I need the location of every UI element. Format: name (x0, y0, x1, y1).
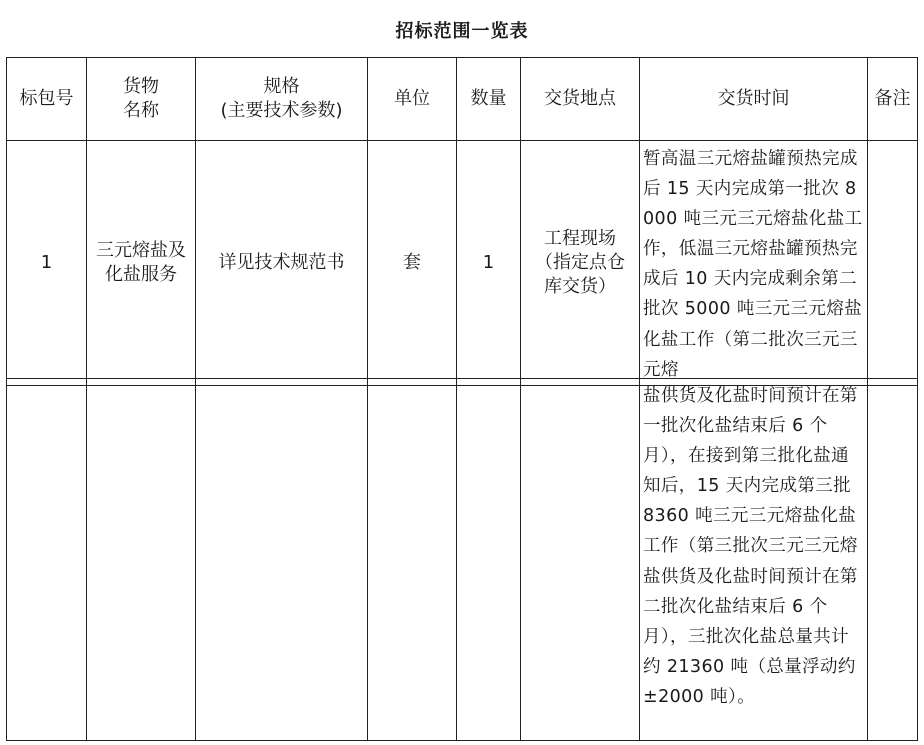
cell-delivery-time-part1: 暂高温三元熔盐罐预热完成后 15 天内完成第一批次 8000 吨三元三元熔盐化盐工作，低温三元熔盐罐预热完成后 10 天内完成剩余第二批次 5000 吨三元三元熔盐化盐工作（第二批次三元三元熔 (640, 141, 868, 386)
cell-quantity: 1 (457, 141, 521, 386)
header-goods-line2: 名称 (123, 100, 159, 121)
header-delivery-time: 交货时间 (640, 58, 868, 141)
cell-empty (87, 379, 196, 741)
cell-delivery-time-part2: 盐供货及化盐时间预计在第一批次化盐结束后 6 个月），在接到第三批化盐通知后，15 天内完成第三批 8360 吨三元三元熔盐化盐工作（第三批次三元三元熔盐供货及化盐时间预计在第二批次化盐结束后 6 个月），三批次化盐总量共计约 21360 吨（总量浮动约±2000 吨）。 (640, 379, 868, 741)
table-header-row (7, 58, 918, 141)
cell-remarks (868, 141, 918, 386)
page-title: 招标范围一览表 (395, 21, 529, 42)
cell-spec: 详见技术规范书 (196, 141, 368, 386)
header-unit: 单位 (368, 58, 457, 141)
cell-empty (368, 379, 457, 741)
cell-goods-name: 三元熔盐及化盐服务 (87, 141, 196, 386)
cell-unit: 套 (368, 141, 457, 386)
header-package-no: 标包号 (7, 58, 87, 141)
cell-empty (196, 379, 368, 741)
cell-delivery-location: 工程现场（指定点仓库交货） (521, 141, 640, 386)
header-remarks: 备注 (868, 58, 918, 141)
cell-empty (457, 379, 521, 741)
cell-package-no: 1 (7, 141, 87, 386)
cell-empty (7, 379, 87, 741)
header-goods-line1: 货物 (123, 76, 159, 97)
bid-scope-table (6, 57, 918, 386)
bid-scope-table-continued (6, 378, 918, 741)
header-delivery-location: 交货地点 (521, 58, 640, 141)
header-quantity: 数量 (457, 58, 521, 141)
header-spec-line2: (主要技术参数) (220, 100, 343, 121)
table-row (7, 379, 918, 741)
header-goods-name (87, 58, 196, 141)
cell-empty (521, 379, 640, 741)
header-spec-line1: 规格 (263, 76, 300, 97)
header-spec (196, 58, 368, 141)
table-row (7, 141, 918, 386)
cell-remarks-cont (868, 379, 918, 741)
